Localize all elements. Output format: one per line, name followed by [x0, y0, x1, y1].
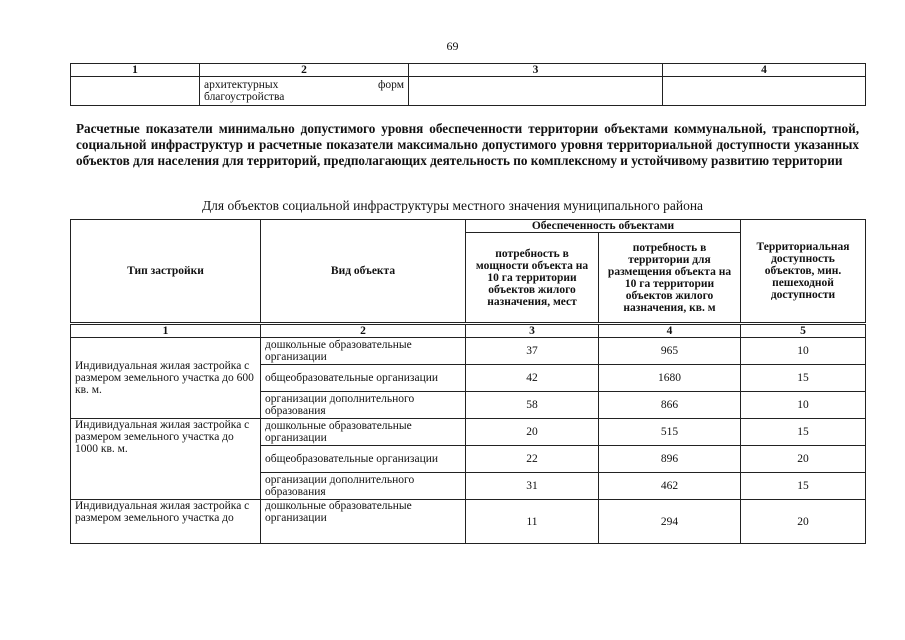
- access-cell: 20: [741, 500, 866, 544]
- header-object: Вид объекта: [261, 220, 466, 324]
- column-number: 4: [663, 64, 866, 77]
- table-cell: [71, 77, 200, 106]
- capacity-cell: 42: [466, 365, 599, 392]
- table-row: [71, 419, 866, 446]
- access-cell: 10: [741, 392, 866, 419]
- capacity-cell: 20: [466, 419, 599, 446]
- capacity-cell: 11: [466, 500, 599, 544]
- building-type-cell: Индивидуальная жилая застройка с размером земельного участка до 600 кв. м.: [71, 338, 261, 419]
- column-numbers-row: [71, 324, 866, 338]
- area-cell: 896: [599, 446, 741, 473]
- object-type-cell: дошкольные образовательные организации: [261, 419, 466, 446]
- table-row: [71, 500, 866, 544]
- building-type-cell: Индивидуальная жилая застройка с размером земельного участка до: [71, 500, 261, 544]
- area-cell: 462: [599, 473, 741, 500]
- column-number: 3: [409, 64, 663, 77]
- table-cell: [409, 77, 663, 106]
- area-cell: 1680: [599, 365, 741, 392]
- access-cell: 15: [741, 473, 866, 500]
- page-number: 69: [446, 39, 459, 53]
- cell-text: архитектурных: [204, 79, 279, 91]
- section-heading: Расчетные показатели минимально допустимого уровня обеспеченности территории объектами коммунальной, транспортной, социальной инфраструктур и расчетные показатели максимально допустимого уровня территориальной доступности указанных объектов для населения для территорий, предполагающих деятельность по комплексному и устойчивому развитию территории: [76, 121, 859, 168]
- object-type-cell: общеобразовательные организации: [261, 446, 466, 473]
- capacity-cell: 22: [466, 446, 599, 473]
- continued-table-row: [71, 77, 866, 106]
- table-cell: [200, 77, 409, 106]
- column-number: 1: [71, 324, 261, 338]
- object-type-cell: дошкольные образовательные организации: [261, 338, 466, 365]
- table-cell: [663, 77, 866, 106]
- capacity-cell: 37: [466, 338, 599, 365]
- access-cell: 15: [741, 419, 866, 446]
- column-number: 1: [71, 64, 200, 77]
- access-cell: 20: [741, 446, 866, 473]
- column-number: 5: [741, 324, 866, 338]
- object-type-cell: организации дополнительного образования: [261, 392, 466, 419]
- cell-text: благоустройства: [204, 91, 285, 103]
- object-type-cell: общеобразовательные организации: [261, 365, 466, 392]
- header-type: Тип застройки: [71, 220, 261, 324]
- cell-text: форм: [377, 79, 404, 91]
- column-number: 2: [200, 64, 409, 77]
- column-number: 2: [261, 324, 466, 338]
- table-header-row: [71, 220, 866, 233]
- capacity-cell: 58: [466, 392, 599, 419]
- header-access: Территориальная доступность объектов, мин. пешеходной доступности: [741, 220, 866, 324]
- capacity-cell: 31: [466, 473, 599, 500]
- table-row: [71, 338, 866, 365]
- header-capacity: потребность в мощности объекта на 10 га территории объектов жилого назначения, мест: [466, 233, 599, 324]
- header-area: потребность в территории для размещения объекта на 10 га территории объектов жилого назначения, кв. м: [599, 233, 741, 324]
- continued-table-header-row: [71, 64, 866, 77]
- object-type-cell: дошкольные образовательные организации: [261, 500, 466, 544]
- column-number: 4: [599, 324, 741, 338]
- header-provision: Обеспеченность объектами: [466, 220, 741, 233]
- access-cell: 15: [741, 365, 866, 392]
- area-cell: 294: [599, 500, 741, 544]
- area-cell: 965: [599, 338, 741, 365]
- table-subtitle: Для объектов социальной инфраструктуры местного значения муниципального района: [201, 198, 704, 213]
- area-cell: 866: [599, 392, 741, 419]
- continued-table: [70, 63, 866, 106]
- area-cell: 515: [599, 419, 741, 446]
- column-number: 3: [466, 324, 599, 338]
- indicators-table: [70, 219, 866, 544]
- object-type-cell: организации дополнительного образования: [261, 473, 466, 500]
- access-cell: 10: [741, 338, 866, 365]
- building-type-cell: Индивидуальная жилая застройка с размером земельного участка до 1000 кв. м.: [71, 419, 261, 500]
